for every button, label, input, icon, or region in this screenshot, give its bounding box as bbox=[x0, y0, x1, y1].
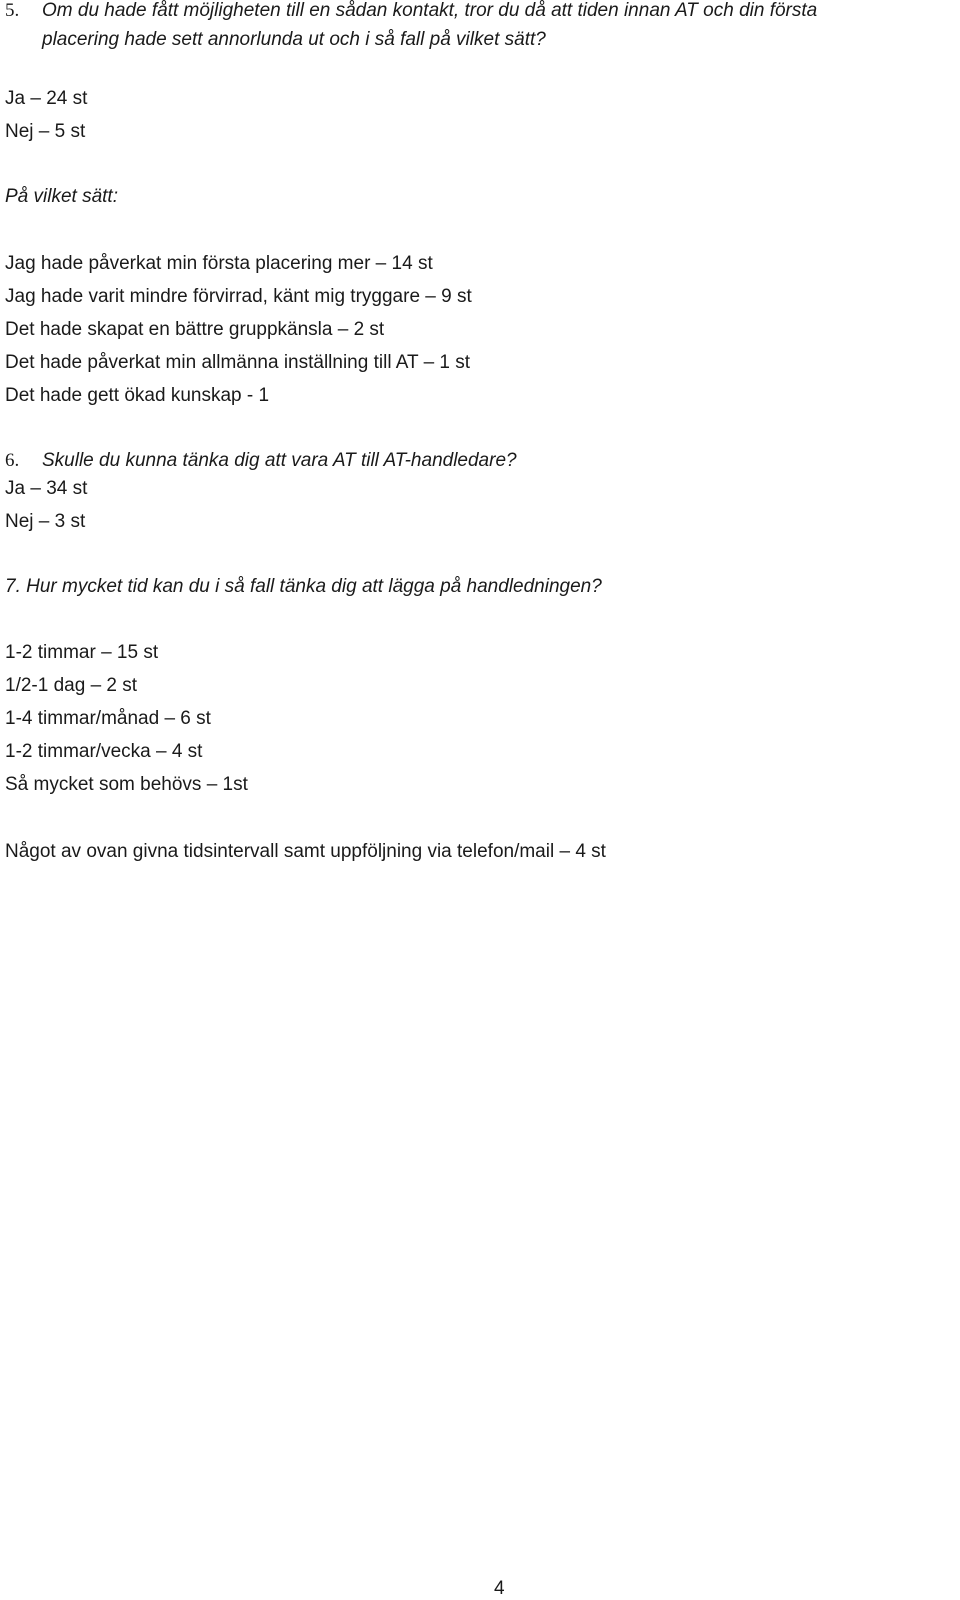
q5-how-answer: Det hade påverkat min allmänna inställning till AT – 1 st bbox=[5, 352, 471, 373]
q7-answer: Så mycket som behövs – 1st bbox=[5, 774, 248, 795]
question-6-number: 6. bbox=[5, 450, 20, 471]
q7-answer: 1-2 timmar/vecka – 4 st bbox=[5, 741, 203, 762]
q5-how-answer: Jag hade varit mindre förvirrad, känt mig tryggare – 9 st bbox=[5, 286, 472, 307]
question-7-text: 7. Hur mycket tid kan du i så fall tänka dig att lägga på handledningen? bbox=[5, 576, 602, 597]
q7-answer: 1/2-1 dag – 2 st bbox=[5, 675, 138, 696]
question-5-number: 5. bbox=[5, 0, 20, 21]
question-5 bbox=[5, 0, 19, 22]
q7-extra-answer: Något av ovan givna tidsintervall samt uppföljning via telefon/mail – 4 st bbox=[5, 841, 606, 862]
question-5-text-line2: placering hade sett annorlunda ut och i så fall på vilket sätt? bbox=[42, 29, 546, 50]
q6-answer-no: Nej – 3 st bbox=[5, 511, 86, 532]
question-5-text-line1: Om du hade fått möjligheten till en sådan kontakt, tror du då att tiden innan AT och din första bbox=[42, 0, 818, 21]
q7-answer: 1-4 timmar/månad – 6 st bbox=[5, 708, 211, 729]
q5-how-label: På vilket sätt: bbox=[5, 186, 118, 207]
page-number: 4 bbox=[494, 1578, 505, 1599]
q7-answer: 1-2 timmar – 15 st bbox=[5, 642, 159, 663]
question-6-text: Skulle du kunna tänka dig att vara AT till AT-handledare? bbox=[42, 450, 517, 471]
q5-how-answer: Det hade skapat en bättre gruppkänsla – 2 st bbox=[5, 319, 385, 340]
question-6 bbox=[5, 450, 19, 472]
q5-answer-no: Nej – 5 st bbox=[5, 121, 86, 142]
q5-how-answer: Det hade gett ökad kunskap - 1 bbox=[5, 385, 270, 406]
q6-answer-yes: Ja – 34 st bbox=[5, 478, 88, 499]
q5-answer-yes: Ja – 24 st bbox=[5, 88, 88, 109]
q5-how-answer: Jag hade påverkat min första placering mer – 14 st bbox=[5, 253, 433, 274]
